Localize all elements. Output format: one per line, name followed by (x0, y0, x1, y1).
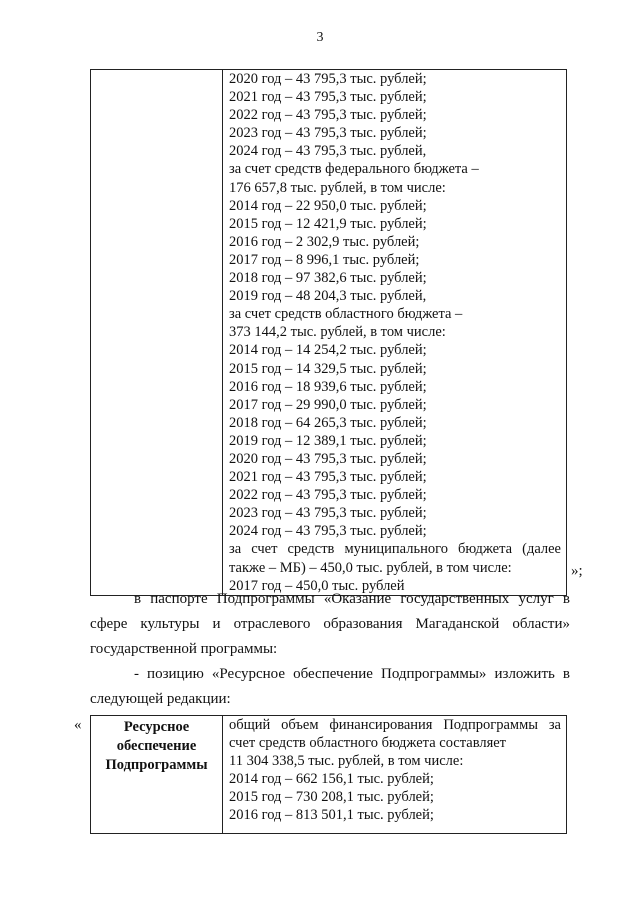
table-line: 2016 год – 18 939,6 тыс. рублей; (229, 378, 427, 395)
table-line: 2024 год – 43 795,3 тыс. рублей; (229, 523, 427, 540)
paragraph-line: следующей редакции: (90, 691, 231, 707)
paragraph-position (90, 662, 570, 712)
table-line: 2023 год – 43 795,3 тыс. рублей; (229, 125, 427, 142)
table-line: за счет средств федерального бюджета – (229, 161, 479, 178)
table-line: 2021 год – 43 795,3 тыс. рублей; (229, 89, 427, 106)
paragraph-line: в паспорте Подпрограммы «Оказание государственных услуг в (134, 591, 570, 607)
resource-details-cell (223, 716, 567, 834)
table-line: также – МБ) – 450,0 тыс. рублей, в том числе: (229, 559, 512, 576)
table-line: 2014 год – 14 254,2 тыс. рублей; (229, 342, 427, 359)
table-line: 2015 год – 730 208,1 тыс. рублей; (229, 789, 434, 806)
paragraph-line: - позицию «Ресурсное обеспечение Подпрограммы» изложить в (134, 666, 570, 682)
resource-provision-table (90, 715, 567, 834)
table-line: 2023 год – 43 795,3 тыс. рублей; (229, 505, 427, 522)
table-line: 2020 год – 43 795,3 тыс. рублей; (229, 450, 427, 467)
table-line: общий объем финансирования Подпрограммы за (229, 717, 561, 733)
paragraph-line: государственной программы: (90, 641, 278, 657)
empty-label-cell (91, 70, 223, 596)
page-number: 3 (316, 30, 324, 45)
table-line: 373 144,2 тыс. рублей, в том числе: (229, 324, 446, 341)
table-line: 2017 год – 450,0 тыс. рублей (229, 577, 405, 594)
closing-quote: »; (571, 563, 583, 579)
label-line: обеспечение (116, 738, 197, 754)
table-line: 2015 год – 12 421,9 тыс. рублей; (229, 215, 427, 232)
paragraph-line: сфере культуры и отраслевого образования Магаданской области» (90, 616, 570, 632)
table-line: за счет средств муниципального бюджета (далее (229, 541, 561, 558)
table-line: 2019 год – 48 204,3 тыс. рублей, (229, 288, 427, 305)
table-line: 2014 год – 22 950,0 тыс. рублей; (229, 197, 427, 214)
funding-table-continued (90, 69, 567, 596)
table-line: 2022 год – 43 795,3 тыс. рублей; (229, 487, 427, 504)
label-line: Ресурсное (123, 719, 190, 735)
table-line: 2016 год – 2 302,9 тыс. рублей; (229, 233, 420, 250)
table-line: 2022 год – 43 795,3 тыс. рублей; (229, 107, 427, 124)
paragraph-passport (90, 587, 570, 662)
table-line: 2020 год – 43 795,3 тыс. рублей; (229, 71, 427, 87)
table-line: за счет средств областного бюджета – (229, 306, 463, 323)
table-line: счет средств областного бюджета составляет (229, 735, 507, 752)
table-line: 2015 год – 14 329,5 тыс. рублей; (229, 360, 427, 377)
table-line: 2016 год – 813 501,1 тыс. рублей; (229, 807, 434, 824)
funding-details-cell (223, 70, 567, 596)
table-line: 2014 год – 662 156,1 тыс. рублей; (229, 771, 434, 788)
table-line: 2017 год – 29 990,0 тыс. рублей; (229, 396, 427, 413)
label-line: Подпрограммы (105, 757, 208, 773)
table-line: 2024 год – 43 795,3 тыс. рублей, (229, 143, 427, 160)
table-line: 2019 год – 12 389,1 тыс. рублей; (229, 432, 427, 449)
opening-quote: « (74, 717, 82, 733)
table-line: 176 657,8 тыс. рублей, в том числе: (229, 179, 446, 196)
table-line: 2021 год – 43 795,3 тыс. рублей; (229, 469, 427, 486)
table-line: 2018 год – 64 265,3 тыс. рублей; (229, 414, 427, 431)
table-line: 11 304 338,5 тыс. рублей, в том числе: (229, 753, 464, 770)
table-line: 2018 год – 97 382,6 тыс. рублей; (229, 270, 427, 287)
table-line: 2017 год – 8 996,1 тыс. рублей; (229, 251, 420, 268)
resource-label-cell (91, 716, 223, 834)
